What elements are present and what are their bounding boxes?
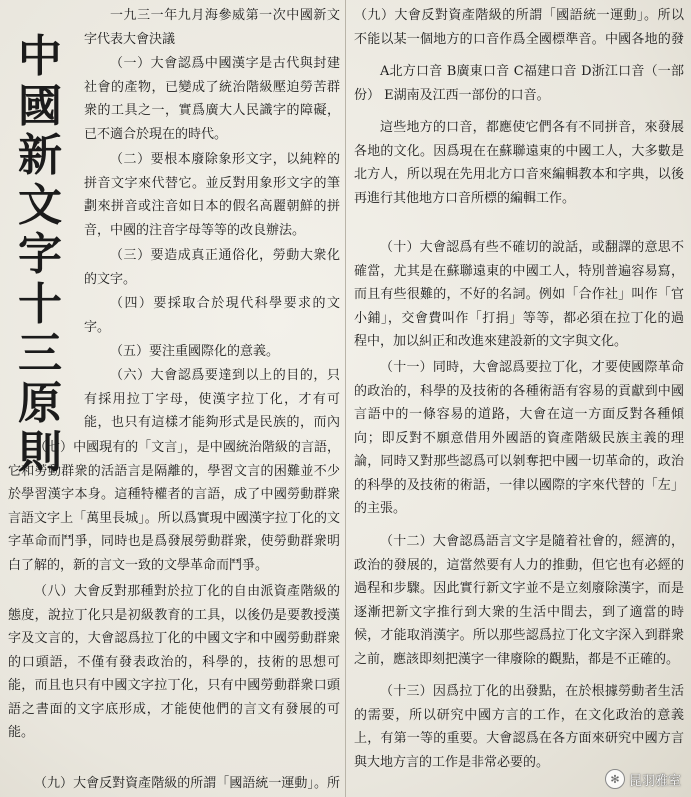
- article-8: （八）大會反對那種對於拉丁化的自由派資產階級的態度，說拉丁化只是初級教育的工具，以後仍是要教授漢字及文言的，大會認爲拉丁化的中國文字和中國勞動群衆的口頭語，不僅有發表政治的，科學的，技術的思想可能，而且也只有中國文字拉丁化，只有中國勞動群衆口頭語之書面的文字底形成，才能使他們的言文有發展的可能。: [8, 584, 340, 740]
- article-13: （十三）因爲拉丁化的出發點，在於根據勞動者生活的需要，所以研究中國方言的工作，在文化政治的意義上，有第一等的重要。大會認爲在各方面來研究中國方言與大地方言的工作是非常必要的。: [354, 684, 684, 770]
- right-column: [346, 0, 691, 797]
- headline-char: 原: [18, 377, 62, 429]
- dialect-explanation: 這些地方的口音，都應使它們各有不同拼音，來發展各地的文化。因爲現在在蘇聯遠東的中國工人，大多數是北方人，所以現在先用北方口音來編輯教本和字典，以後再進行其他地方口音所標的編輯工作。: [354, 120, 684, 206]
- article-2: （二）要根本廢除象形文字，以純粹的拼音文字來代替它。並反對用象形文字的筆劃來拼音或注音如日本的假名高麗朝鮮的拼音，中國的注音字母等等的改良辦法。: [84, 152, 340, 238]
- headline: [14, 32, 66, 478]
- headline-char: 中: [18, 31, 62, 82]
- headline-char: 文: [18, 179, 62, 231]
- article-9: （九）大會反對資產階級的所謂「國語統一運動」。所: [34, 776, 340, 791]
- article-4: （四）要採取合於現代科學要求的文字。: [84, 296, 340, 335]
- article-1: （一）大會認爲中國漢字是古代與封建社會的產物，已變成了統治階級壓迫勞苦群衆的工具之一，實爲廣大人民識字的障礙，已不適合於現在的時代。: [84, 56, 340, 142]
- article-10: （十）大會認爲有些不確切的說話，或翻譯的意思不確當，尤其是在蘇聯遠東的中國工人，特別普遍容易寫，而且有些很難的，不好的名詞。例如「合作社」叫作「官小鋪」，交會費叫作「打捐」等等，都必須在拉丁化的過程中，加以糾正和改進來建設新的文字與文化。: [354, 240, 684, 349]
- article-6: （六）大會認爲要達到以上的目的，只有採用拉丁字母，使漢字拉丁化，才有可能，也只有這樣才能夠形式是民族的，而內: [84, 368, 340, 430]
- dialect-intro: （九）大會反對資產階級的所謂「國語統一運動」。所以不能以某一個地方的口音作爲全國標準音。中國各地的發: [354, 8, 684, 47]
- headline-char: 則: [18, 427, 62, 478]
- headline-char: 三: [18, 328, 62, 379]
- article-5: （五）要注重國際化的意義。: [110, 344, 280, 359]
- watermark: [605, 769, 681, 789]
- headline-char: 十: [18, 278, 62, 330]
- dialect-list: A北方口音 B廣東口音 C福建口音 D浙江口音（一部份） E湖南及江西一部份的口音。: [354, 64, 684, 103]
- headline-char: 字: [18, 229, 62, 280]
- headline-char: 新: [18, 130, 62, 181]
- article-3: （三）要造成真正通俗化，勞動大衆化的文字。: [84, 248, 340, 287]
- article-7: （七）中國現有的「文言」，是中國統治階級的言語，它和勞動群衆的活語言是隔離的，學習文言的困難並不少於學習漢字本身。這種特權者的言語，成了中國勞動群衆言語文字上「萬里長城」。所以爲實現中國漢字拉丁化的文字革命而鬥爭，同時也是爲發展勞動群衆，使勞動群衆明白了解的，新的言文一致的文學革命而鬥爭。: [8, 440, 340, 573]
- watermark-text: 昆羽雅室: [628, 773, 681, 789]
- resolution-intro: 一九三一年九月海參威第一次中國新文字代表大會決議: [84, 8, 340, 47]
- wechat-icon: ✻: [605, 769, 625, 789]
- headline-char: 國: [18, 80, 62, 132]
- article-12: （十二）大會認爲語言文字是隨着社會的，經濟的，政治的發展的，這當然要有人力的推動，但它也有必經的過程和步驟。因此實行新文字並不是立刻廢除漢字，而是逐漸把新文字推行到大衆的生活中間去，到了適當的時候，才能取消漢字。所以那些認爲拉丁化文字深入到群衆之前，應該即刻把漢字一律廢除的觀點，都是不正確的。: [354, 534, 684, 667]
- article-11: （十一）同時，大會認爲要拉丁化，才要使國際革命的政治的，科學的及技術的各種術語有容易的貢獻到中國言語中的一條容易的道路，大會在這一方面反對各種傾向；即反對不願意借用外國語的資產階級民族主義的理論，同時又對那些認爲可以剝奪把中國一切革命的，政治的科學的及技術的術語，一律以國際的字來代替的「左」的主張。: [354, 360, 684, 516]
